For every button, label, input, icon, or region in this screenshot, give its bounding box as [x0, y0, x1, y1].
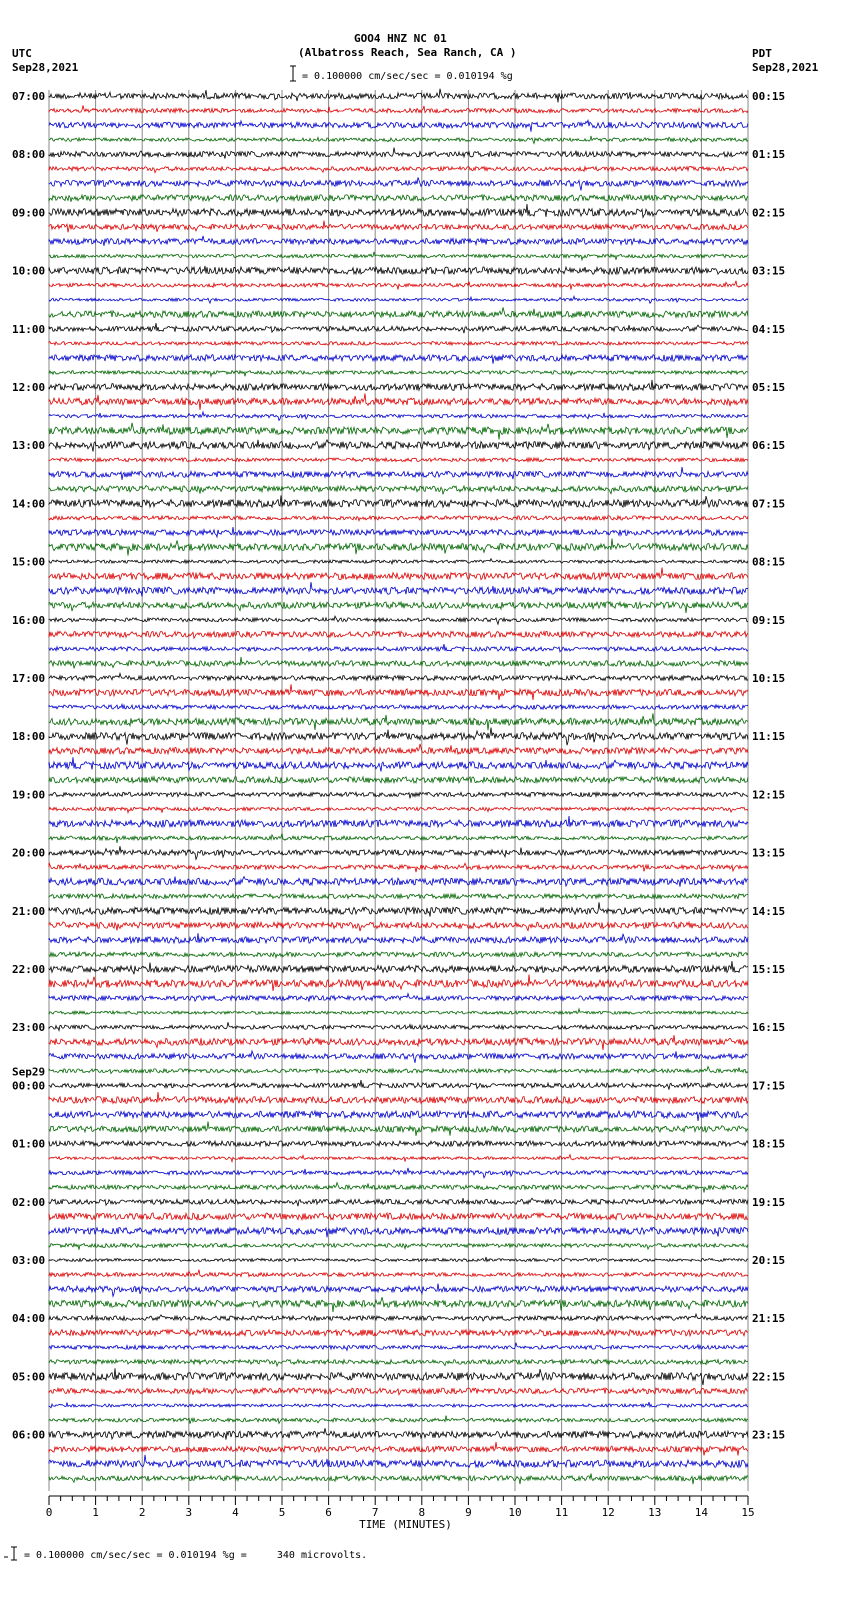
seismic-trace: [49, 833, 748, 843]
seismic-trace: [49, 657, 748, 669]
seismic-trace: [49, 342, 748, 346]
seismic-trace: [49, 894, 748, 899]
utc-hour-label: 23:00: [12, 1021, 46, 1035]
seismic-trace: [49, 922, 748, 931]
seismic-trace: [49, 136, 748, 144]
seismic-trace: [49, 486, 748, 495]
pdt-hour-label: 16:15: [752, 1021, 786, 1035]
utc-hour-label: 06:00: [12, 1428, 46, 1442]
x-tick-label: 14: [694, 1506, 709, 1519]
seismic-trace: [49, 1360, 748, 1367]
seismic-trace: [49, 167, 748, 173]
seismic-trace: [49, 1051, 748, 1063]
seismic-trace: [49, 1284, 748, 1297]
utc-hour-label: 02:00: [12, 1195, 46, 1209]
seismic-trace: [49, 148, 748, 159]
seismic-trace: [49, 440, 748, 452]
seismic-trace: [49, 1022, 748, 1030]
seismic-trace: [49, 816, 748, 827]
x-tick-label: 12: [601, 1506, 615, 1519]
x-tick-label: 0: [45, 1506, 53, 1519]
utc-hour-label: 21:00: [12, 904, 46, 918]
seismic-trace: [49, 355, 748, 364]
time-labels: [12, 90, 785, 1442]
pdt-hour-label: 17:15: [752, 1079, 786, 1093]
x-tick-label: 11: [554, 1506, 569, 1519]
pdt-hour-label: 14:15: [752, 904, 786, 918]
seismic-trace: [49, 582, 748, 597]
seismic-trace: [49, 559, 748, 564]
seismic-trace: [49, 1442, 748, 1455]
left-date: Sep28,2021: [12, 61, 79, 74]
seismic-trace: [49, 1270, 748, 1278]
seismic-trace: [49, 1368, 748, 1385]
seismic-trace: [49, 863, 748, 873]
pdt-hour-label: 19:15: [752, 1195, 786, 1209]
seismic-trace: [49, 236, 748, 246]
utc-hour-label: 08:00: [12, 148, 46, 162]
utc-hour-label: 15:00: [12, 555, 46, 569]
seismic-trace: [49, 684, 748, 700]
seismic-trace: [49, 994, 748, 1002]
pdt-hour-label: 22:15: [752, 1370, 786, 1384]
pdt-hour-label: 23:15: [752, 1428, 786, 1442]
seismic-trace: [49, 807, 748, 813]
x-tick-label: 6: [325, 1506, 332, 1519]
utc-hour-label: 04:00: [12, 1312, 46, 1326]
seismic-trace: [49, 877, 748, 887]
seismic-trace: [49, 1198, 748, 1206]
scale-annotation: = 0.100000 cm/sec/sec = 0.010194 %g: [302, 71, 513, 82]
utc-hour-label: 22:00: [12, 963, 46, 976]
seismic-trace: [49, 792, 748, 798]
seismic-trace: [49, 1141, 748, 1147]
seismic-trace: [49, 1474, 748, 1485]
x-tick-label: 2: [138, 1506, 146, 1519]
seismic-trace: [49, 467, 748, 480]
seismic-trace: [49, 195, 748, 202]
utc-hour-label: 05:00: [12, 1370, 46, 1384]
utc-hour-label: 12:00: [12, 381, 46, 394]
seismic-trace: [49, 307, 748, 317]
seismic-trace: [49, 1080, 748, 1090]
utc-hour-label: 18:00: [12, 730, 46, 744]
x-tick-label: 9: [465, 1506, 472, 1519]
x-axis-label: TIME (MINUTES): [359, 1518, 452, 1531]
utc-hour-label: 11:00: [12, 322, 46, 336]
utc-hour-label: 19:00: [12, 788, 46, 802]
right-date: Sep28,2021: [752, 61, 819, 74]
seismic-trace: [49, 1343, 748, 1351]
utc-hour-label: 01:00: [12, 1137, 46, 1151]
seismic-trace: [49, 1388, 748, 1395]
seismic-trace: [49, 1155, 748, 1162]
seismic-trace: [49, 933, 748, 943]
seismic-trace: [49, 728, 748, 746]
seismic-trace: [49, 1111, 748, 1121]
seismic-trace: [49, 1257, 748, 1261]
x-tick-label: 10: [508, 1506, 522, 1519]
seismic-trace: [49, 105, 748, 113]
seismic-trace: [49, 221, 748, 233]
seismic-trace: [49, 704, 748, 709]
trace-group: [49, 89, 748, 1485]
pdt-hour-label: 01:15: [752, 148, 786, 162]
utc-hour-label: 00:00: [12, 1079, 46, 1093]
x-axis: [46, 1496, 755, 1531]
seismic-trace: [49, 902, 748, 916]
right-timezone: PDT: [752, 47, 772, 60]
pdt-hour-label: 09:15: [752, 613, 786, 627]
seismic-trace: [49, 777, 748, 783]
seismic-trace: [49, 527, 748, 537]
utc-hour-label: 07:00: [12, 90, 46, 103]
seismic-trace: [49, 266, 748, 274]
pdt-hour-label: 21:15: [752, 1312, 786, 1326]
seismic-trace: [49, 423, 748, 440]
seismic-trace: [49, 1428, 748, 1439]
utc-hour-label: 20:00: [12, 846, 46, 860]
seismic-trace: [49, 846, 748, 859]
seismic-trace: [49, 371, 748, 377]
seismic-trace: [49, 1402, 748, 1408]
scale-bar-icon: [290, 66, 296, 81]
seismic-trace: [49, 744, 748, 754]
pdt-hour-label: 02:15: [752, 206, 786, 220]
pdt-hour-label: 18:15: [752, 1137, 786, 1151]
pdt-hour-label: 08:15: [752, 555, 786, 569]
seismic-trace: [49, 1297, 748, 1312]
seismic-trace: [49, 1213, 748, 1220]
x-tick-label: 3: [185, 1506, 193, 1519]
x-tick-label: 13: [648, 1506, 662, 1519]
seismic-trace: [49, 323, 748, 333]
seismic-trace: [49, 952, 748, 958]
utc-hour-label: 14:00: [12, 497, 46, 511]
seismic-trace: [49, 516, 748, 521]
seismic-trace: [49, 296, 748, 303]
seismic-trace: [49, 1067, 748, 1074]
seismic-trace: [49, 602, 748, 613]
seismic-trace: [49, 1009, 748, 1014]
seismic-trace: [49, 1243, 748, 1249]
seismic-trace: [49, 89, 748, 103]
seismic-trace: [49, 458, 748, 462]
seismic-trace: [49, 204, 748, 217]
left-timezone: UTC: [12, 47, 32, 60]
seismic-trace: [49, 757, 748, 771]
footer-scale-bar-icon: [4, 1547, 17, 1560]
pdt-hour-label: 05:15: [752, 381, 786, 394]
pdt-hour-label: 04:15: [752, 322, 786, 336]
seismic-trace: [49, 961, 748, 974]
pdt-hour-label: 06:15: [752, 439, 786, 453]
x-tick-label: 8: [418, 1506, 426, 1519]
seismic-trace: [49, 538, 748, 555]
pdt-hour-label: 00:15: [752, 90, 786, 103]
seismic-trace: [49, 1122, 748, 1136]
seismic-trace: [49, 673, 748, 680]
utc-hour-label: 09:00: [12, 206, 46, 220]
utc-hour-label: 10:00: [12, 264, 46, 278]
station-location: (Albatross Reach, Sea Ranch, CA ): [298, 46, 517, 59]
x-tick-label: 7: [371, 1506, 379, 1519]
utc-hour-label: 16:00: [12, 613, 46, 627]
pdt-hour-label: 11:15: [752, 730, 786, 744]
seismic-trace: [49, 1035, 748, 1050]
utc-date-label: Sep29: [12, 1065, 46, 1079]
seismic-trace: [49, 568, 748, 580]
pdt-hour-label: 07:15: [752, 497, 786, 511]
seismic-trace: [49, 1168, 748, 1178]
seismic-trace: [49, 393, 748, 410]
seismic-trace: [49, 1092, 748, 1103]
pdt-hour-label: 03:15: [752, 264, 786, 278]
seismic-trace: [49, 1416, 748, 1424]
utc-hour-label: 03:00: [12, 1254, 46, 1267]
seismic-trace: [49, 1183, 748, 1193]
seismic-trace: [49, 252, 748, 260]
seismic-trace: [49, 1314, 748, 1321]
seismic-trace: [49, 1455, 748, 1468]
seismic-trace: [49, 495, 748, 507]
seismic-trace: [49, 177, 748, 190]
pdt-hour-label: 12:15: [752, 788, 786, 802]
station-title: GOO4 HNZ NC 01: [354, 32, 447, 45]
pdt-hour-label: 20:15: [752, 1254, 786, 1267]
seismic-trace: [49, 1227, 748, 1237]
seismic-trace: [49, 644, 748, 652]
x-tick-label: 1: [92, 1506, 99, 1519]
pdt-hour-label: 13:15: [752, 846, 786, 860]
footer-scale-annotation: = 0.100000 cm/sec/sec = 0.010194 %g = 340 microvolts.: [24, 1550, 368, 1561]
utc-hour-label: 13:00: [12, 439, 46, 453]
x-tick-label: 5: [278, 1506, 286, 1519]
seismic-trace: [49, 120, 748, 131]
seismic-trace: [49, 631, 748, 638]
pdt-hour-label: 10:15: [752, 672, 786, 685]
seismic-trace: [49, 713, 748, 730]
seismic-trace: [49, 412, 748, 421]
seismic-trace: [49, 281, 748, 290]
seismic-trace: [49, 380, 748, 390]
x-tick-label: 15: [741, 1506, 755, 1519]
seismic-trace: [49, 975, 748, 992]
pdt-hour-label: 15:15: [752, 963, 786, 976]
x-tick-label: 4: [232, 1506, 239, 1519]
utc-hour-label: 17:00: [12, 672, 46, 685]
seismic-trace: [49, 1330, 748, 1336]
seismic-trace: [49, 616, 748, 624]
